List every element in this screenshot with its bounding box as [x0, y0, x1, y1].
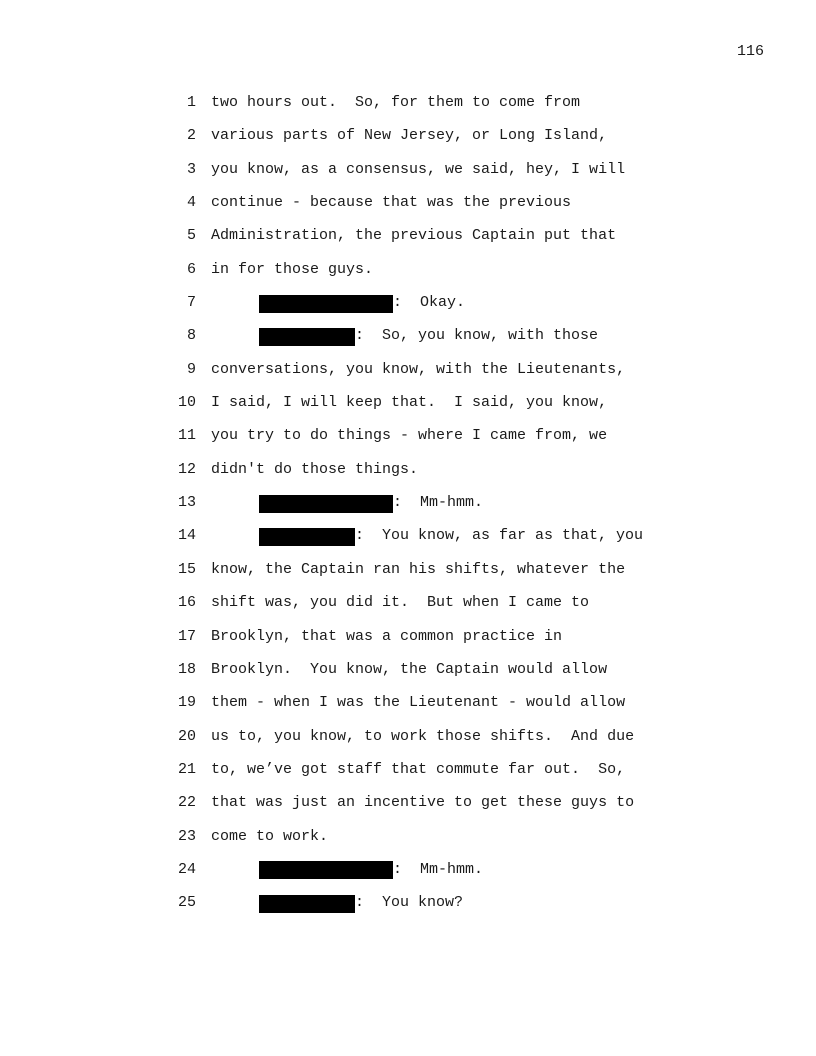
speaker-turn [259, 860, 483, 880]
line-number: 13 [177, 494, 196, 512]
line-number: 24 [177, 860, 196, 878]
redacted-speaker-name [259, 495, 393, 513]
line-text: you know, as a consensus, we said, hey, I will [211, 160, 626, 178]
speaker-turn [259, 493, 483, 513]
line-number: 1 [186, 94, 196, 111]
line-number: 20 [177, 727, 196, 745]
transcript-line [0, 860, 816, 893]
transcript-line [0, 560, 816, 593]
transcript-body [0, 93, 816, 927]
transcript-line [0, 593, 816, 626]
redacted-speaker-name [259, 328, 355, 346]
page-number: 116 [736, 43, 764, 60]
transcript-line [0, 660, 816, 693]
line-number: 7 [186, 294, 196, 312]
line-text: know, the Captain ran his shifts, whatever the [211, 560, 626, 578]
transcript-line [0, 260, 816, 293]
line-text: Brooklyn, that was a common practice in [211, 627, 563, 645]
line-number: 22 [177, 794, 196, 812]
line-text: : You know? [355, 894, 464, 912]
line-number: 4 [186, 194, 196, 212]
line-number: 15 [177, 560, 196, 578]
line-text: I said, I will keep that. I said, you know, [211, 394, 608, 412]
transcript-line [0, 827, 816, 860]
transcript-line [0, 193, 816, 226]
transcript-line [0, 393, 816, 426]
redacted-speaker-name [259, 861, 393, 879]
line-number: 18 [177, 660, 196, 678]
line-text: that was just an incentive to get these guys to [211, 794, 635, 812]
line-number: 6 [186, 260, 196, 278]
transcript-line [0, 426, 816, 459]
line-text: in for those guys. [211, 260, 374, 278]
line-number: 16 [177, 594, 196, 612]
line-text: : Mm-hmm. [393, 860, 484, 878]
transcript-line [0, 760, 816, 793]
line-text: Brooklyn. You know, the Captain would allow [211, 660, 608, 678]
transcript-line [0, 160, 816, 193]
line-text: : So, you know, with those [355, 327, 599, 345]
redacted-speaker-name [259, 528, 355, 546]
speaker-turn [259, 326, 598, 346]
line-number: 17 [177, 627, 196, 645]
line-number: 10 [177, 394, 196, 412]
transcript-line [0, 326, 816, 359]
transcript-line [0, 693, 816, 726]
line-text: you try to do things - where I came from, we [211, 427, 608, 445]
transcript-line [0, 293, 816, 326]
line-text: conversations, you know, with the Lieutenants, [211, 360, 626, 378]
speaker-turn [259, 893, 463, 913]
speaker-turn [259, 293, 465, 313]
redacted-speaker-name [259, 895, 355, 913]
transcript-line [0, 493, 816, 526]
line-text: continue - because that was the previous [211, 194, 572, 212]
line-text: various parts of New Jersey, or Long Island, [211, 127, 608, 145]
line-number: 3 [186, 160, 196, 178]
line-text: come to work. [211, 827, 329, 845]
line-number: 21 [177, 760, 196, 778]
line-text: Administration, the previous Captain put that [211, 227, 617, 245]
line-number: 2 [186, 127, 196, 145]
transcript-line [0, 793, 816, 826]
transcript-line [0, 526, 816, 559]
line-number: 9 [186, 360, 196, 378]
transcript-line [0, 360, 816, 393]
line-number: 23 [177, 827, 196, 845]
redacted-speaker-name [259, 295, 393, 313]
line-text: them - when I was the Lieutenant - would allow [211, 694, 626, 712]
line-text: : Mm-hmm. [393, 494, 484, 512]
line-number: 14 [177, 527, 196, 545]
speaker-turn [259, 526, 643, 546]
line-number: 19 [177, 694, 196, 712]
transcript-line [0, 226, 816, 259]
line-number: 8 [186, 327, 196, 345]
line-text: us to, you know, to work those shifts. And due [211, 727, 635, 745]
line-text: two hours out. So, for them to come from [211, 94, 581, 111]
transcript-line [0, 93, 816, 126]
transcript-line [0, 126, 816, 159]
line-text: to, we’ve got staff that commute far out. So, [211, 760, 626, 778]
transcript-line [0, 627, 816, 660]
line-number: 25 [177, 894, 196, 912]
transcript-line [0, 893, 816, 926]
line-number: 11 [177, 427, 196, 445]
transcript-line [0, 727, 816, 760]
transcript-line [0, 460, 816, 493]
line-number: 5 [186, 227, 196, 245]
line-text: didn't do those things. [211, 460, 419, 478]
line-text: : Okay. [393, 294, 466, 312]
line-number: 12 [177, 460, 196, 478]
line-text: : You know, as far as that, you [355, 527, 644, 545]
line-text: shift was, you did it. But when I came to [211, 594, 590, 612]
